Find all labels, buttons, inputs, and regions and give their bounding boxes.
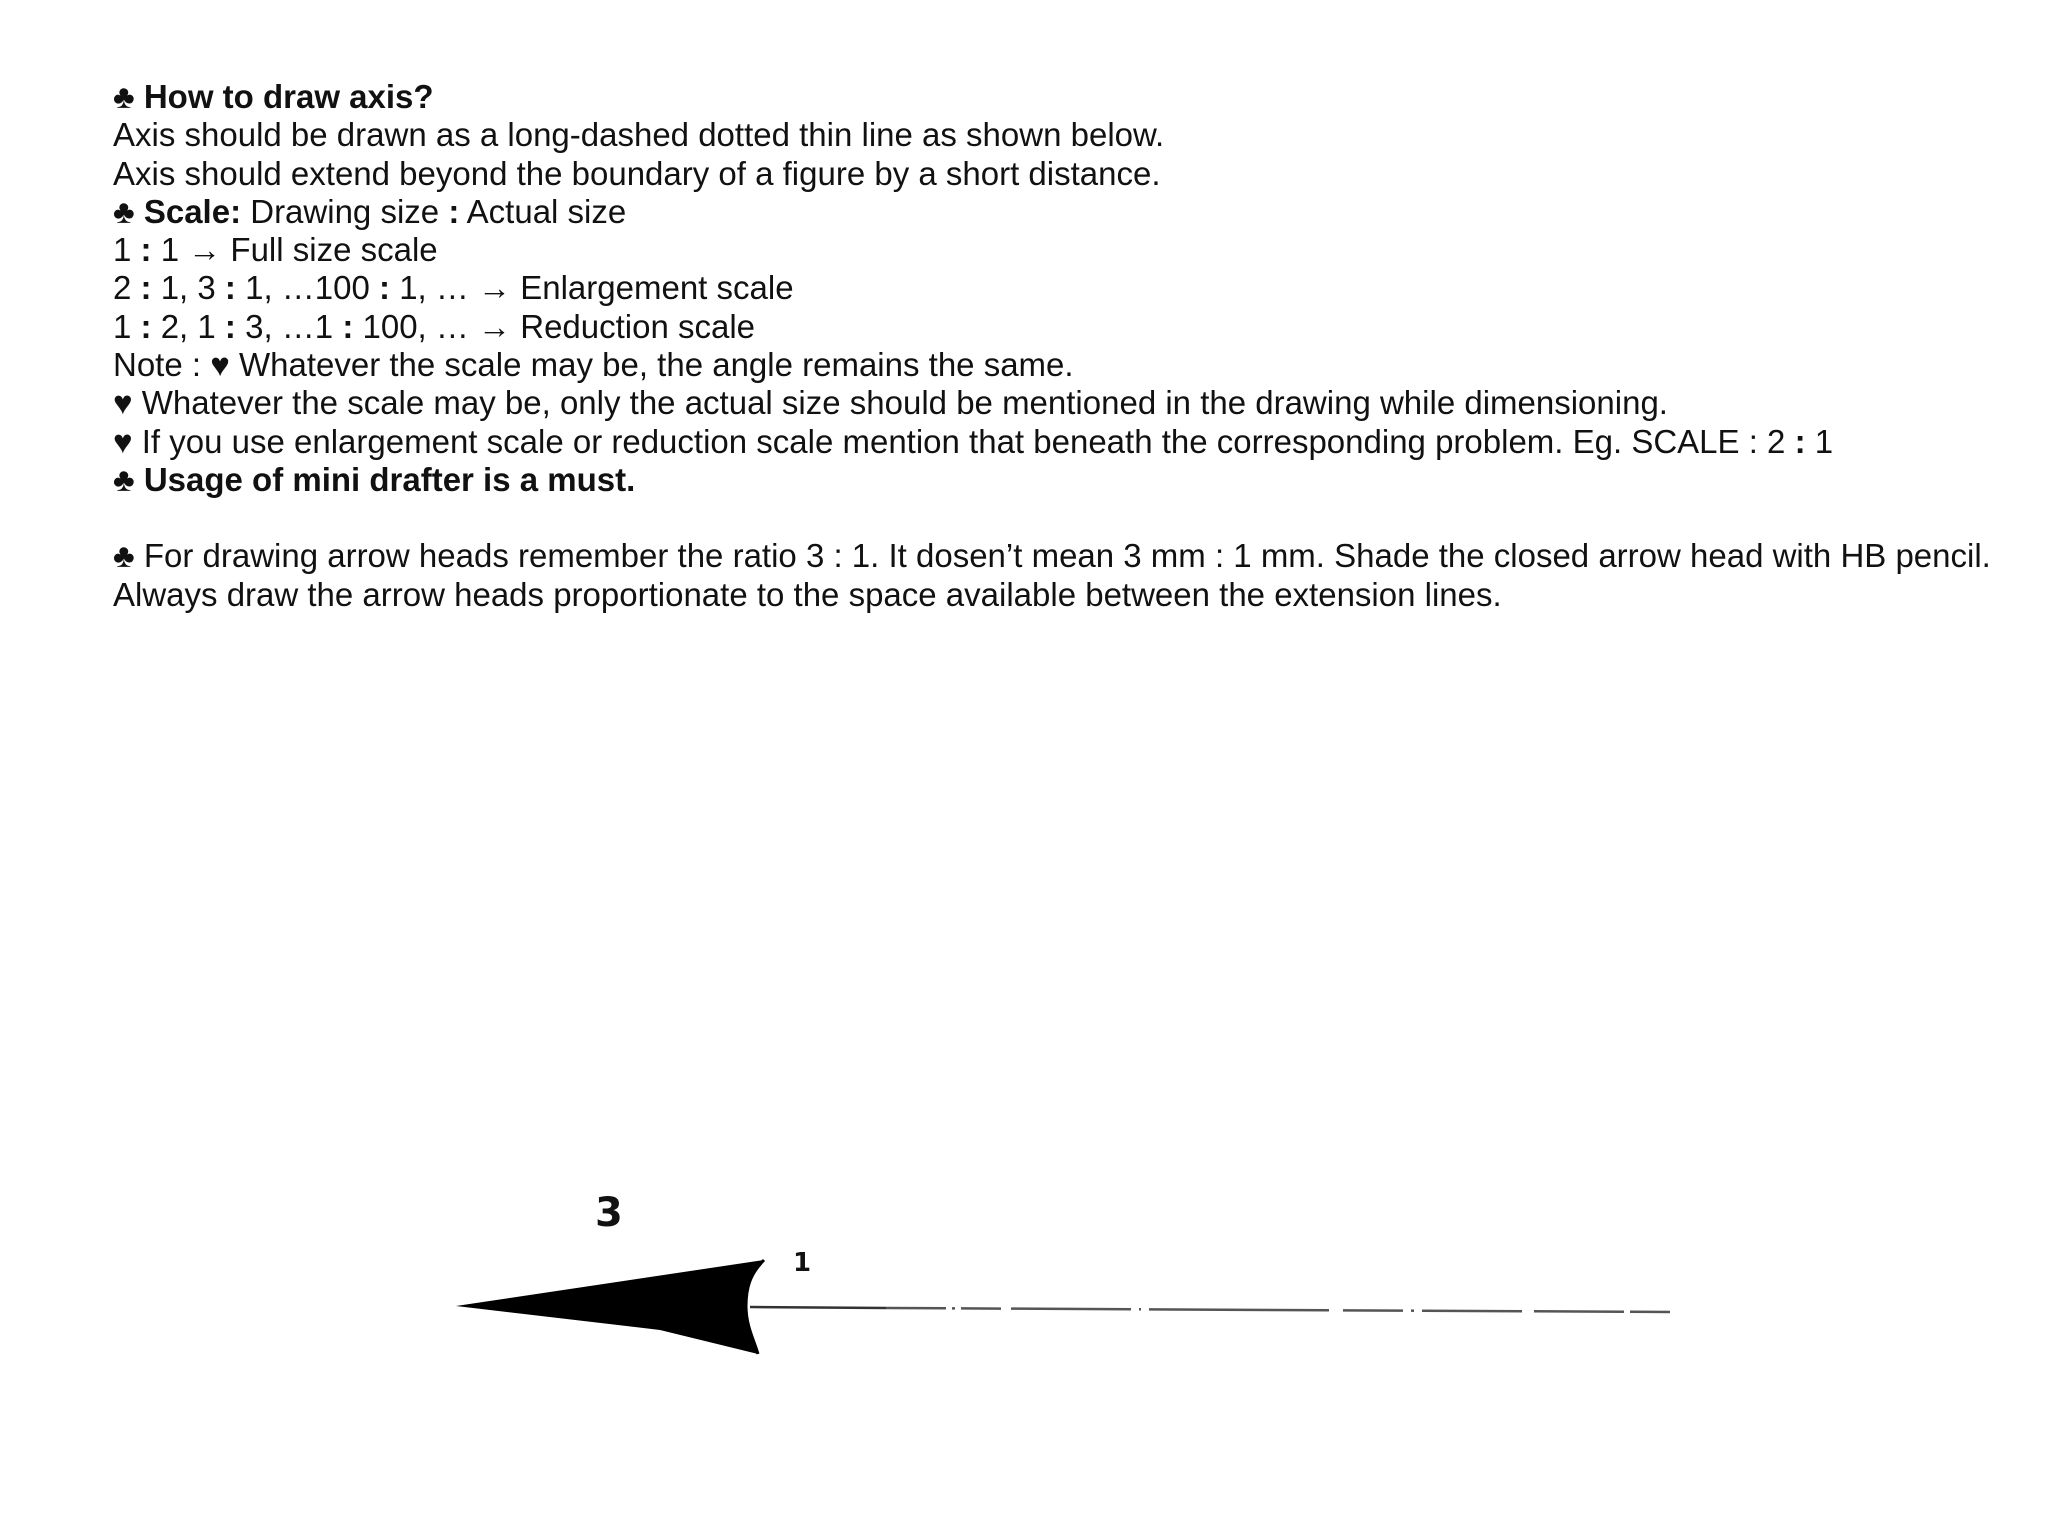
heart-bullet-icon: ♥ [113,422,133,460]
ratio-part: 3, …1 [245,307,334,345]
ratio-part: 1, 3 [160,269,216,307]
club-bullet-icon: ♣ [113,537,135,575]
club-bullet-icon: ♣ [113,460,135,498]
dimension-line-solid [750,1307,886,1308]
note-line-2 [113,384,1993,422]
right-arrow-icon: → [188,231,222,269]
ratio-part: 1, … [399,269,469,307]
heart-bullet-icon: ♥ [210,346,230,384]
ratio-colon: : [140,231,152,269]
ratio-colon: : [224,307,236,345]
scale-label: Scale: [143,192,242,230]
length-ratio-label: 3 [595,1190,623,1236]
ratio-colon: : [224,269,236,307]
ratio-part: 100, … [362,307,469,345]
arrow-head-icon [456,1260,764,1354]
ratio-part: 1, …100 [245,269,370,307]
scale-heading-line [113,193,1993,231]
axis-line-2: Axis should extend beyond the boundary of a figure by a short distance. [113,154,1161,192]
note-line-3 [113,423,1993,461]
dimension-line-dashed [886,1308,1670,1312]
full-size-scale-line [113,231,1993,269]
ratio-part: 1 [113,231,132,269]
ratio-colon: : [379,269,391,307]
arrow-head-text: For drawing arrow heads remember the ratio 3 : 1. It dosen’t mean 3 mm : 1 mm. Shade the closed arrow head with HB pencil. Always draw the arrow heads proportionate to the space available between the extension lines. [113,537,1991,613]
note-1-text: Whatever the scale may be, the angle remains the same. [238,346,1074,384]
width-ratio-label: 1 [793,1248,812,1278]
enlargement-scale-line [113,269,1993,307]
note-3-text: If you use enlargement scale or reduction scale mention that beneath the corresponding problem. Eg. SCALE : 2 [141,422,1786,460]
ratio-colon: : [342,307,354,345]
arrow-head-figure [420,1190,1680,1390]
arrow-head-paragraph [113,537,1993,614]
axis-heading: How to draw axis? [143,78,434,115]
drafter-line [113,461,1993,499]
ratio-part: 2 [113,269,132,307]
paragraph-spacer [113,499,1993,537]
note-line-1 [113,346,1993,384]
scale-colon: : [448,192,460,230]
club-bullet-icon: ♣ [113,192,135,230]
ratio-colon: : [1794,422,1806,460]
note-3-ratio-end: 1 [1814,422,1834,460]
reduction-scale-text: Reduction scale [520,307,756,345]
ratio-part: 2, 1 [160,307,216,345]
drawing-size-text: Drawing size [250,192,440,230]
right-arrow-icon: → [478,269,512,307]
actual-size-text: Actual size [466,192,627,230]
enlargement-scale-text: Enlargement scale [520,269,794,307]
full-size-scale-text: Full size scale [230,231,438,269]
note-label: Note : [113,346,202,384]
notes-text-block [113,78,1993,614]
ratio-colon: : [140,307,152,345]
reduction-scale-line [113,308,1993,346]
axis-heading-line [113,78,1993,116]
heart-bullet-icon: ♥ [113,384,133,422]
note-2-text: Whatever the scale may be, only the actual size should be mentioned in the drawing while dimensioning. [141,384,1668,422]
axis-line-1: Axis should be drawn as a long-dashed dotted thin line as shown below. [113,116,1165,154]
right-arrow-icon: → [478,307,512,345]
ratio-colon: : [140,269,152,307]
drafter-text: Usage of mini drafter is a must. [143,460,636,498]
ratio-part: 1 [160,231,180,269]
club-bullet-icon: ♣ [113,78,135,115]
ratio-part: 1 [113,307,132,345]
